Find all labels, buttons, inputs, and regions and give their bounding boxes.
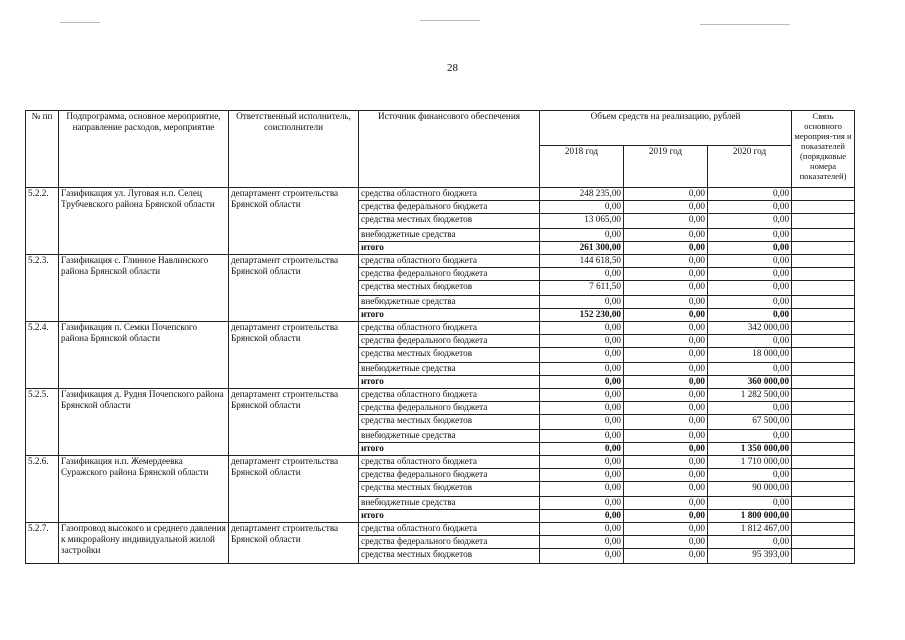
row-amount-2019: 0,00 — [624, 242, 708, 255]
row-amount-2019: 0,00 — [624, 402, 708, 415]
row-source: средства областного бюджета — [359, 188, 540, 201]
row-link — [792, 188, 855, 201]
row-link — [792, 363, 855, 376]
row-source: средства федерального бюджета — [359, 402, 540, 415]
table-row — [26, 456, 855, 469]
row-link — [792, 268, 855, 281]
row-code: 5.2.2. — [26, 188, 59, 255]
row-link — [792, 389, 855, 402]
row-link — [792, 415, 855, 430]
row-amount-2020: 0,00 — [708, 201, 792, 214]
row-amount-2019: 0,00 — [624, 335, 708, 348]
row-amount-2019: 0,00 — [624, 549, 708, 564]
row-amount-2020: 0,00 — [708, 363, 792, 376]
row-amount-2020: 0,00 — [708, 242, 792, 255]
row-amount-2019: 0,00 — [624, 229, 708, 242]
row-source: итого — [359, 309, 540, 322]
row-amount-2019: 0,00 — [624, 268, 708, 281]
row-source: средства федерального бюджета — [359, 201, 540, 214]
row-link — [792, 335, 855, 348]
row-amount-2018: 13 065,00 — [540, 214, 624, 229]
row-amount-2020: 67 500,00 — [708, 415, 792, 430]
table-row — [26, 188, 855, 201]
row-source: средства областного бюджета — [359, 322, 540, 335]
header-responsible: Ответственный исполнитель, соисполнители — [229, 111, 359, 188]
row-link — [792, 523, 855, 536]
header-year-2020: 2020 год — [708, 146, 792, 188]
row-code: 5.2.7. — [26, 523, 59, 564]
row-source: средства федерального бюджета — [359, 335, 540, 348]
row-amount-2020: 0,00 — [708, 469, 792, 482]
row-responsible: департамент строительства Брянской области — [229, 456, 359, 523]
row-amount-2020: 95 393,00 — [708, 549, 792, 564]
row-code: 5.2.5. — [26, 389, 59, 456]
row-program-name: Газификация п. Семки Почепского района Брянской области — [59, 322, 229, 389]
page-number: 28 — [447, 62, 458, 74]
row-amount-2019: 0,00 — [624, 482, 708, 497]
row-code: 5.2.4. — [26, 322, 59, 389]
row-amount-2018: 0,00 — [540, 322, 624, 335]
row-source: средства областного бюджета — [359, 389, 540, 402]
row-amount-2018: 248 235,00 — [540, 188, 624, 201]
row-code: 5.2.6. — [26, 456, 59, 523]
row-amount-2019: 0,00 — [624, 281, 708, 296]
row-amount-2020: 1 350 000,00 — [708, 443, 792, 456]
header-year-2018: 2018 год — [540, 146, 624, 188]
row-link — [792, 549, 855, 564]
row-amount-2020: 0,00 — [708, 296, 792, 309]
row-amount-2019: 0,00 — [624, 322, 708, 335]
row-program-name: Газификация н.п. Жемердеевка Суражского района Брянской области — [59, 456, 229, 523]
row-amount-2020: 342 000,00 — [708, 322, 792, 335]
row-amount-2018: 144 618,50 — [540, 255, 624, 268]
row-source: средства местных бюджетов — [359, 482, 540, 497]
row-amount-2018: 0,00 — [540, 335, 624, 348]
row-source: средства федерального бюджета — [359, 268, 540, 281]
row-source: средства областного бюджета — [359, 523, 540, 536]
header-link: Связь основного мероприя-тия и показателей (порядковые номера показателей) — [792, 111, 855, 188]
row-source: средства местных бюджетов — [359, 415, 540, 430]
row-link — [792, 214, 855, 229]
row-amount-2018: 0,00 — [540, 415, 624, 430]
row-program-name: Газификация с. Глинное Навлинского района Брянской области — [59, 255, 229, 322]
row-amount-2020: 0,00 — [708, 268, 792, 281]
row-amount-2018: 0,00 — [540, 536, 624, 549]
row-link — [792, 482, 855, 497]
row-amount-2019: 0,00 — [624, 443, 708, 456]
row-link — [792, 497, 855, 510]
row-amount-2018: 0,00 — [540, 482, 624, 497]
row-responsible: департамент строительства Брянской области — [229, 322, 359, 389]
row-responsible: департамент строительства Брянской области — [229, 389, 359, 456]
row-amount-2018: 0,00 — [540, 456, 624, 469]
header-num: № пп — [26, 111, 59, 188]
row-amount-2018: 0,00 — [540, 296, 624, 309]
row-amount-2018: 7 611,50 — [540, 281, 624, 296]
row-amount-2018: 0,00 — [540, 443, 624, 456]
header-source: Источник финансового обеспечения — [359, 111, 540, 188]
header-program: Подпрограмма, основное мероприятие, направление расходов, мероприятие — [59, 111, 229, 188]
row-link — [792, 281, 855, 296]
row-amount-2018: 0,00 — [540, 549, 624, 564]
row-source: средства федерального бюджета — [359, 536, 540, 549]
row-amount-2019: 0,00 — [624, 296, 708, 309]
row-amount-2020: 1 710 000,00 — [708, 456, 792, 469]
row-amount-2018: 0,00 — [540, 363, 624, 376]
row-source: средства областного бюджета — [359, 255, 540, 268]
row-source: средства местных бюджетов — [359, 549, 540, 564]
row-amount-2020: 0,00 — [708, 229, 792, 242]
row-source: итого — [359, 443, 540, 456]
row-source: средства местных бюджетов — [359, 348, 540, 363]
row-amount-2018: 0,00 — [540, 348, 624, 363]
row-amount-2020: 0,00 — [708, 309, 792, 322]
row-amount-2020: 1 282 500,00 — [708, 389, 792, 402]
row-source: внебюджетные средства — [359, 430, 540, 443]
row-amount-2019: 0,00 — [624, 536, 708, 549]
header-volume: Объем средств на реализацию, рублей — [540, 111, 792, 146]
row-amount-2018: 0,00 — [540, 497, 624, 510]
row-amount-2018: 0,00 — [540, 229, 624, 242]
row-amount-2020: 0,00 — [708, 536, 792, 549]
row-amount-2018: 0,00 — [540, 523, 624, 536]
row-source: итого — [359, 510, 540, 523]
row-amount-2018: 0,00 — [540, 469, 624, 482]
row-amount-2019: 0,00 — [624, 188, 708, 201]
row-amount-2019: 0,00 — [624, 510, 708, 523]
row-link — [792, 510, 855, 523]
row-amount-2019: 0,00 — [624, 214, 708, 229]
row-amount-2020: 0,00 — [708, 497, 792, 510]
row-source: внебюджетные средства — [359, 497, 540, 510]
row-amount-2020: 0,00 — [708, 430, 792, 443]
table-row — [26, 389, 855, 402]
row-amount-2019: 0,00 — [624, 348, 708, 363]
row-source: итого — [359, 242, 540, 255]
row-amount-2020: 18 000,00 — [708, 348, 792, 363]
row-amount-2018: 152 230,00 — [540, 309, 624, 322]
row-amount-2018: 0,00 — [540, 268, 624, 281]
table-header — [26, 111, 855, 188]
row-amount-2019: 0,00 — [624, 415, 708, 430]
row-link — [792, 322, 855, 335]
row-amount-2019: 0,00 — [624, 201, 708, 214]
table-row — [26, 523, 855, 536]
row-link — [792, 255, 855, 268]
header-year-2019: 2019 год — [624, 146, 708, 188]
row-amount-2018: 0,00 — [540, 201, 624, 214]
row-link — [792, 469, 855, 482]
row-program-name: Газификация ул. Луговая н.п. Селец Трубчевского района Брянской области — [59, 188, 229, 255]
row-source: средства местных бюджетов — [359, 214, 540, 229]
row-link — [792, 536, 855, 549]
row-amount-2019: 0,00 — [624, 309, 708, 322]
row-source: внебюджетные средства — [359, 229, 540, 242]
row-amount-2019: 0,00 — [624, 469, 708, 482]
row-link — [792, 229, 855, 242]
table-row — [26, 322, 855, 335]
row-program-name: Газификация д. Рудня Почепского района Брянской области — [59, 389, 229, 456]
table-row — [26, 255, 855, 268]
row-amount-2020: 1 800 000,00 — [708, 510, 792, 523]
row-amount-2019: 0,00 — [624, 376, 708, 389]
budget-table — [25, 110, 855, 564]
row-amount-2018: 0,00 — [540, 510, 624, 523]
row-responsible: департамент строительства Брянской области — [229, 523, 359, 564]
row-amount-2020: 0,00 — [708, 335, 792, 348]
row-link — [792, 242, 855, 255]
row-source: внебюджетные средства — [359, 296, 540, 309]
row-amount-2018: 0,00 — [540, 430, 624, 443]
row-amount-2019: 0,00 — [624, 255, 708, 268]
row-amount-2018: 261 300,00 — [540, 242, 624, 255]
row-amount-2020: 1 812 467,00 — [708, 523, 792, 536]
row-link — [792, 201, 855, 214]
row-amount-2019: 0,00 — [624, 497, 708, 510]
row-amount-2019: 0,00 — [624, 363, 708, 376]
row-code: 5.2.3. — [26, 255, 59, 322]
row-link — [792, 402, 855, 415]
row-amount-2020: 90 000,00 — [708, 482, 792, 497]
row-amount-2018: 0,00 — [540, 376, 624, 389]
row-amount-2020: 0,00 — [708, 214, 792, 229]
row-link — [792, 456, 855, 469]
row-amount-2019: 0,00 — [624, 389, 708, 402]
row-program-name: Газопровод высокого и среднего давления к микрорайону индивидуальной жилой застройки — [59, 523, 229, 564]
row-link — [792, 296, 855, 309]
row-link — [792, 309, 855, 322]
row-amount-2020: 0,00 — [708, 188, 792, 201]
row-amount-2018: 0,00 — [540, 389, 624, 402]
row-source: итого — [359, 376, 540, 389]
row-amount-2020: 360 000,00 — [708, 376, 792, 389]
row-amount-2019: 0,00 — [624, 523, 708, 536]
row-amount-2018: 0,00 — [540, 402, 624, 415]
row-source: средства федерального бюджета — [359, 469, 540, 482]
row-responsible: департамент строительства Брянской области — [229, 255, 359, 322]
row-link — [792, 348, 855, 363]
row-link — [792, 443, 855, 456]
row-amount-2020: 0,00 — [708, 402, 792, 415]
row-amount-2019: 0,00 — [624, 456, 708, 469]
row-source: средства областного бюджета — [359, 456, 540, 469]
table-body — [26, 188, 855, 564]
row-source: внебюджетные средства — [359, 363, 540, 376]
row-link — [792, 376, 855, 389]
row-responsible: департамент строительства Брянской области — [229, 188, 359, 255]
row-link — [792, 430, 855, 443]
row-amount-2020: 0,00 — [708, 281, 792, 296]
row-amount-2020: 0,00 — [708, 255, 792, 268]
row-amount-2019: 0,00 — [624, 430, 708, 443]
row-source: средства местных бюджетов — [359, 281, 540, 296]
